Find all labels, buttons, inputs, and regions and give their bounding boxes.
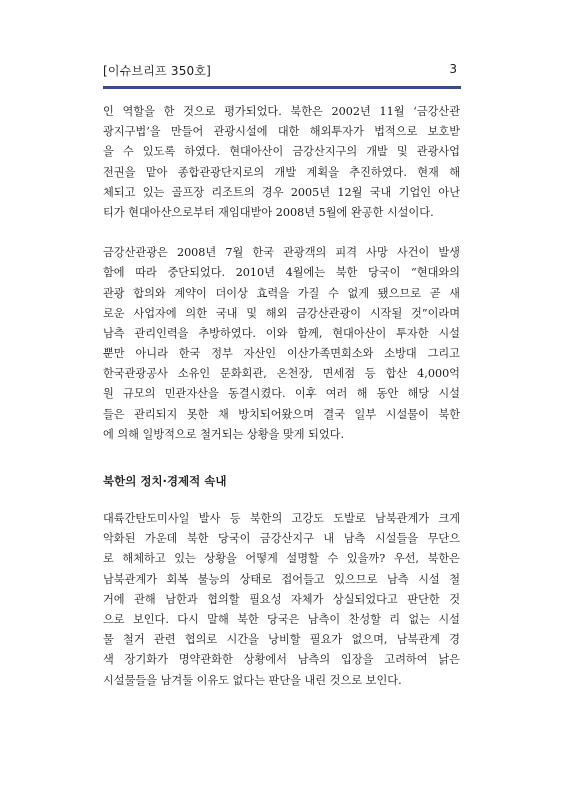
paragraph-line: 색 장기화가 명약관화한 상황에서 남측의 입장을 고려하여 낡은 <box>103 653 460 667</box>
paragraph-line: 악화된 가운데 북한 당국이 금강산지구 내 남측 시설들을 무단으 <box>103 532 460 546</box>
paragraph-line: 전권을 맡아 종합관광단지로의 개발 계획을 추진하였다. 현재 해 <box>103 165 460 179</box>
paragraph-line: 물 철거 관련 협의로 시간을 낭비할 필요가 없으며, 남북관계 경 <box>103 633 460 647</box>
issue-brief-series-label: [이슈브리프 350호] <box>103 64 212 78</box>
paragraph-line: 남측 관리인력을 추방하였다. 이와 함께, 현대아산이 투자한 시설 <box>103 326 460 340</box>
paragraph-line: 티가 현대아산으로부터 재임대받아 2008년 5월에 완공한 시설이다. <box>103 205 434 219</box>
paragraph-line: 금강산관광은 2008년 7월 한국 관광객의 피격 사망 사건이 발생 <box>103 246 460 260</box>
paragraph-line: 으로 보인다. 다시 말해 북한 당국은 남측이 찬성할 리 없는 시설 <box>103 612 460 626</box>
paragraph-line: 에 의해 일방적으로 철거되는 상황을 맞게 되었다. <box>103 427 345 441</box>
paragraph-line: 대륙간탄도미사일 발사 등 북한의 고강도 도발로 남북관계가 크게 <box>103 512 460 525</box>
page-number: 3 <box>449 62 457 76</box>
paragraph-line: 뿐만 아니라 한국 정부 자산인 이산가족면회소와 소방대 그리고 <box>103 347 460 361</box>
paragraph-line: 을 수 있도록 하였다. 현대아산이 금강산지구의 개발 및 관광사업 <box>103 145 460 159</box>
paragraph-1 <box>103 102 460 223</box>
paragraph-spacer <box>103 223 460 243</box>
paragraph-spacer <box>103 445 460 465</box>
paragraph-line: 관광 합의와 계약이 더이상 효력을 가질 수 없게 됐으므로 곧 새 <box>103 286 460 300</box>
page-header <box>103 62 461 82</box>
paragraph-line: 원 규모의 민관자산을 동결시켰다. 이후 여러 해 동안 해당 시설 <box>103 387 460 401</box>
paragraph-line: 체되고 있는 골프장 리조트의 경우 2005년 12월 국내 기업인 아난 <box>103 185 460 199</box>
document-body <box>103 102 460 691</box>
paragraph-line: 들은 관리되지 못한 채 방치되어왔으며 결국 일부 시설물이 북한 <box>103 407 460 421</box>
paragraph-line: 한국관광공사 소유인 문화회관, 온천장, 면세점 등 합산 4,000억 <box>103 367 460 381</box>
paragraph-line: 인 역할을 한 것으로 평가되었다. 북한은 2002년 11월 ‘금강산관 <box>103 105 460 118</box>
header-divider <box>103 86 461 89</box>
paragraph-line: 시설물들을 남겨둘 이유도 없다는 판단을 내린 것으로 보인다. <box>103 673 402 687</box>
paragraph-3 <box>103 509 460 691</box>
section-heading: 북한의 정치·경제적 속내 <box>103 474 227 488</box>
paragraph-line: 남북관계가 회복 불능의 상태로 접어들고 있으므로 남측 시설 철 <box>103 572 460 586</box>
paragraph-line: 로운 사업자에 의한 국내 및 해외 금강산관광이 시작될 것”이라며 <box>103 306 460 320</box>
paragraph-line: 로 해체하고 있는 상황을 어떻게 설명할 수 있을까? 우선, 북한은 <box>103 552 460 566</box>
paragraph-line: 거에 관해 남한과 협의할 필요성 자체가 상실되었다고 판단한 것 <box>103 592 460 606</box>
paragraph-line: 광지구법’을 만들어 관광시설에 대한 해외투자가 법적으로 보호받 <box>103 125 460 139</box>
paragraph-2 <box>103 243 460 445</box>
paragraph-line: 함에 따라 중단되었다. 2010년 4월에는 북한 당국이 “현대와의 <box>103 266 460 280</box>
